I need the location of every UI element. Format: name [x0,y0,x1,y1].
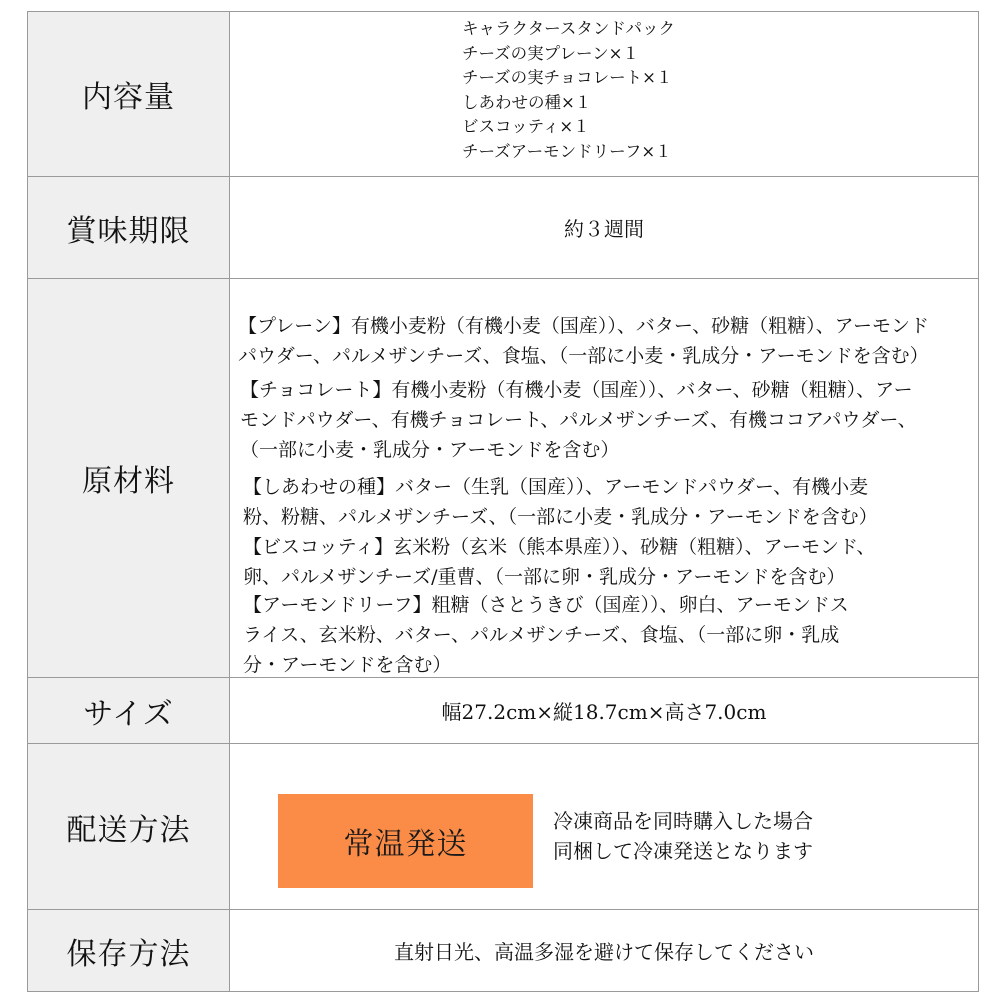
row-shipping [28,744,979,910]
ingredient-line: 粉、粉糖、パルメザンチーズ、（一部に小麦・乳成分・アーモンドを含む） [243,506,878,528]
shipping-value [230,744,979,909]
ingredients-value [230,279,979,677]
contents-value [230,12,979,176]
ingredient-line: 【ビスコッティ】玄米粉（玄米（熊本県産））、砂糖（粗糖）、アーモンド、 [243,536,876,558]
ingredient-line: 分・アーモンドを含む） [243,654,452,676]
size-value-cell [230,678,979,743]
contents-item: しあわせの種×１ [462,92,592,112]
row-contents [28,12,979,177]
ingredient-almond-leaf [243,590,849,680]
product-spec-table [27,11,979,992]
ingredient-plain [238,311,929,371]
storage-label: 保存方法 [28,910,230,991]
row-size [28,678,979,744]
ingredient-line: ライス、玄米粉、バター、パルメザンチーズ、食塩、（一部に卵・乳成 [243,624,840,646]
shipping-label: 配送方法 [28,744,230,909]
ingredients-label: 原材料 [28,279,230,677]
contents-item: ビスコッティ×１ [462,117,590,137]
shipping-badge: 常温発送 [278,794,533,888]
expiry-label: 賞味期限 [28,177,230,278]
shipping-note-line: 同梱して冷凍発送となります [553,839,813,863]
contents-item: キャラクタースタンドパック [462,19,676,38]
ingredient-line: （一部に小麦・乳成分・アーモンドを含む） [240,439,620,461]
shipping-note-line: 冷凍商品を同時購入した場合 [553,809,813,833]
contents-list [462,17,675,165]
size-value: 幅27.2cm×縦18.7cm×高さ7.0cm [441,700,767,724]
storage-value: 直射日光、高温多湿を避けて保存してください [394,940,814,964]
contents-label: 内容量 [28,12,230,176]
contents-item: チーズの実チョコレート×１ [462,68,673,88]
storage-value-cell [230,910,979,991]
ingredient-line: 【アーモンドリーフ】粗糖（さとうきび（国産））、卵白、アーモンドス [243,594,849,616]
ingredient-line: パウダー、パルメザンチーズ、食塩、（一部に小麦・乳成分・アーモンドを含む） [238,345,929,367]
row-storage [28,910,979,992]
contents-item: チーズアーモンドリーフ×１ [462,141,672,161]
row-expiry [28,177,979,279]
expiry-value: 約３週間 [564,217,644,241]
ingredient-line: 【チョコレート】有機小麦粉（有機小麦（国産））、バター、砂糖（粗糖）、アー [240,379,913,401]
ingredient-line: 【しあわせの種】バター（生乳（国産））、アーモンドパウダー、有機小麦 [243,476,869,498]
ingredient-line: モンドパウダー、有機チョコレート、パルメザンチーズ、有機ココアパウダー、 [240,409,917,431]
ingredient-biscotti [243,532,875,592]
ingredient-line: 卵、パルメザンチーズ/重曹、（一部に卵・乳成分・アーモンドを含む） [243,566,846,588]
contents-item: チーズの実プレーン×１ [462,43,640,63]
ingredient-seed [243,472,878,532]
ingredient-chocolate [240,375,917,465]
shipping-note [553,806,813,866]
ingredient-line: 【プレーン】有機小麦粉（有機小麦（国産））、バター、砂糖（粗糖）、アーモンド [238,315,930,337]
expiry-value-cell [230,177,979,278]
row-ingredients [28,279,979,678]
size-label: サイズ [28,678,230,743]
